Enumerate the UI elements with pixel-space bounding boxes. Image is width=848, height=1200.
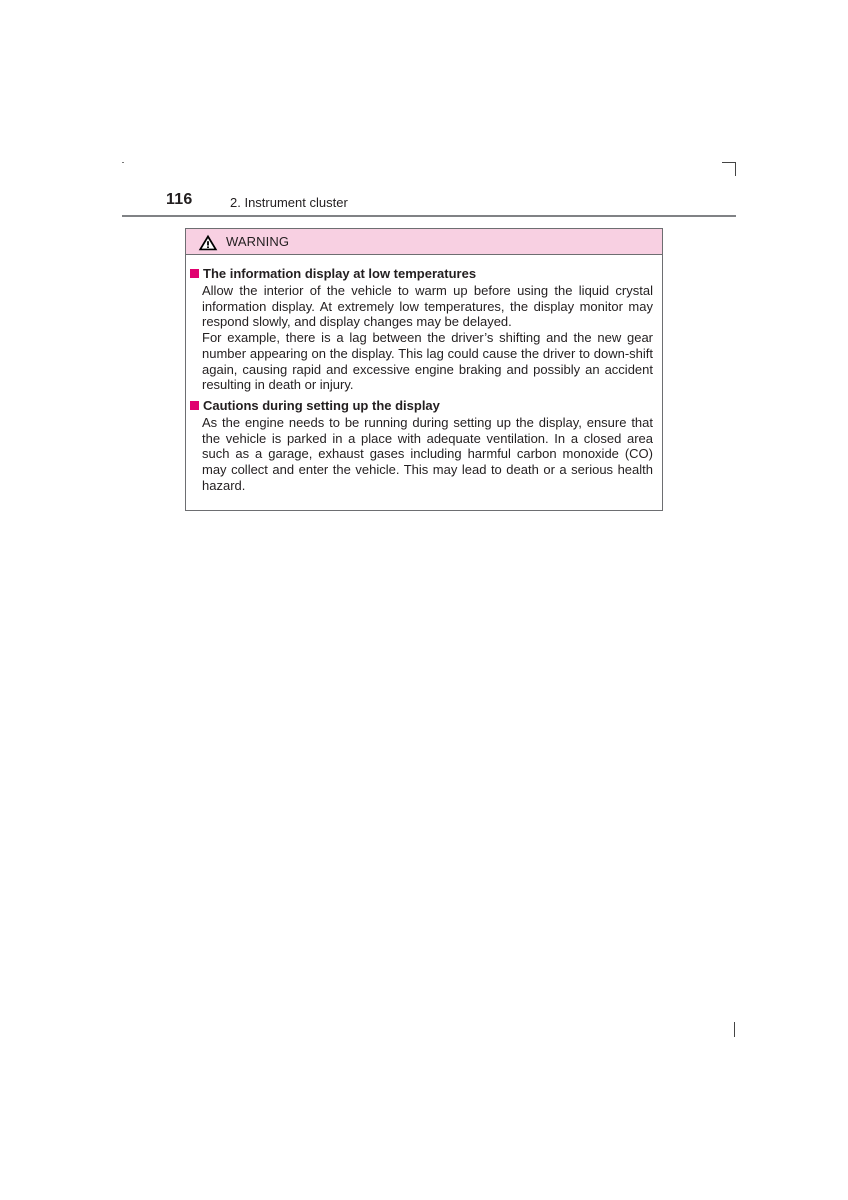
item-paragraph: Allow the interior of the vehicle to warm up before using the liquid crystal information display. At extremely low temperatures, the display monitor may respond slowly, and display changes may be delayed. xyxy=(202,283,653,330)
header-divider xyxy=(122,215,736,217)
warning-box xyxy=(185,228,663,511)
section-title: 2. Instrument cluster xyxy=(230,195,348,210)
warning-item xyxy=(190,397,653,494)
item-paragraph: As the engine needs to be running during setting up the display, ensure that the vehicle is parked in a place with adequate ventilation. In a closed area such as a garage, exhaust gases including harmful carbon monoxide (CO) may collect and enter the vehicle. This may lead to death or a serious health hazard. xyxy=(202,414,653,493)
warning-item xyxy=(190,265,653,393)
crop-mark-bottom-right xyxy=(734,1022,735,1037)
page-number: 116 xyxy=(166,191,193,208)
warning-body xyxy=(186,255,662,493)
square-bullet-icon xyxy=(190,269,199,278)
warning-triangle-icon xyxy=(198,234,218,251)
warning-header xyxy=(186,229,662,255)
crop-mark-top-right xyxy=(722,162,736,176)
item-paragraph: For example, there is a lag between the driver’s shifting and the new gear number appearing on the display. This lag could cause the driver to down-shift again, causing rapid and excessive engine braking and possibly an accident resulting in death or injury. xyxy=(202,330,653,393)
item-heading: The information display at low temperatures xyxy=(203,266,477,281)
item-text xyxy=(202,283,653,393)
warning-label: WARNING xyxy=(226,234,290,249)
item-text xyxy=(202,415,653,494)
crop-mark-top-left xyxy=(122,162,124,163)
square-bullet-icon xyxy=(190,401,199,410)
item-heading: Cautions during setting up the display xyxy=(203,397,440,413)
